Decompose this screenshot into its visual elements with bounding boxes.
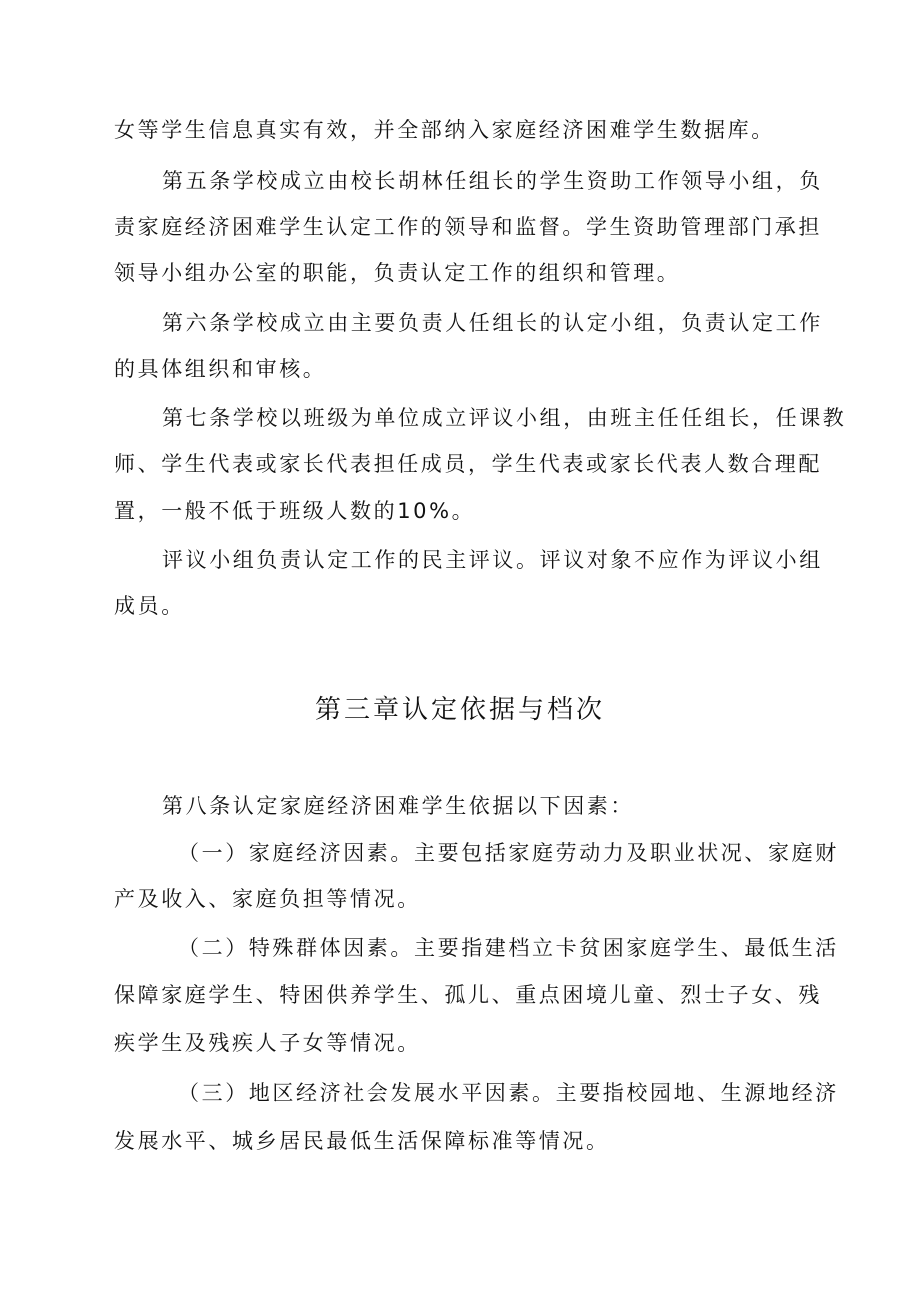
paragraph-line: 第六条学校成立由主要负责人任组长的认定小组，负责认定工作	[162, 311, 823, 335]
paragraph-line: 女等学生信息真实有效，并全部纳入家庭经济困难学生数据库。	[114, 118, 775, 142]
paragraph-line: 第八条认定家庭经济困难学生依据以下因素：	[162, 794, 634, 818]
paragraph-line: 领导小组办公室的职能，负责认定工作的组织和管理。	[114, 261, 681, 285]
chapter-heading: 第三章认定依据与档次	[314, 695, 605, 725]
paragraph-line: 保障家庭学生、特困供养学生、孤儿、重点困境儿童、烈士子女、残	[114, 983, 822, 1007]
paragraph-line: 的具体组织和审核。	[114, 357, 327, 381]
paragraph-line: 责家庭经济困难学生认定工作的领导和监督。学生资助管理部门承担	[114, 215, 822, 239]
paragraph-line: 评议小组负责认定工作的民主评议。评议对象不应作为评议小组	[162, 548, 823, 572]
paragraph-line: 发展水平、城乡居民最低生活保障标准等情况。	[114, 1129, 610, 1153]
paragraph-line: 产及收入、家庭负担等情况。	[114, 887, 421, 911]
paragraph-line: （三）地区经济社会发展水平因素。主要指校园地、生源地经济	[178, 1081, 839, 1105]
paragraph-line: 置，一般不低于班级人数的10%。	[114, 499, 476, 523]
paragraph-line: 师、学生代表或家长代表担任成员，学生代表或家长代表人数合理配	[114, 452, 822, 476]
paragraph-line: （一）家庭经济因素。主要包括家庭劳动力及职业状况、家庭财	[178, 841, 839, 865]
paragraph-line: 疾学生及残疾人子女等情况。	[114, 1031, 421, 1055]
paragraph-line: 成员。	[114, 594, 185, 618]
paragraph-line: 第五条学校成立由校长胡林任组长的学生资助工作领导小组，负	[162, 169, 823, 193]
paragraph-line: 第七条学校以班级为单位成立评议小组，由班主任任组长，任课教	[162, 406, 847, 430]
paragraph-line: （二）特殊群体因素。主要指建档立卡贫困家庭学生、最低生活	[178, 936, 839, 960]
